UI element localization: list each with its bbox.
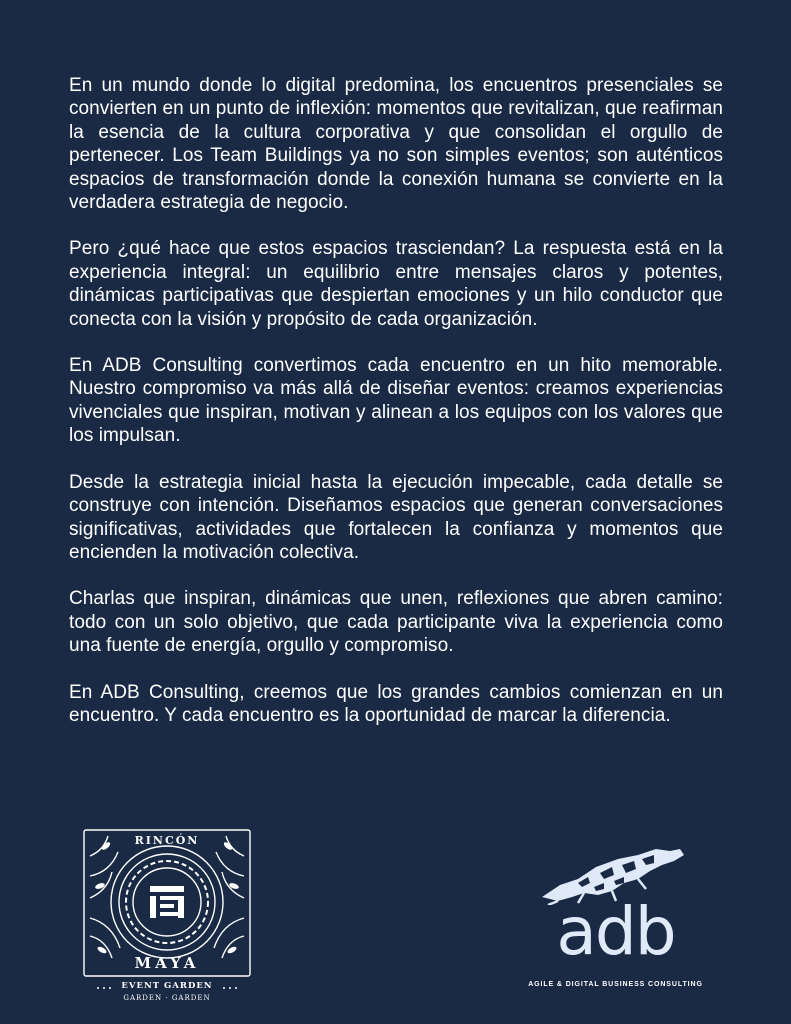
paragraph-6: En ADB Consulting, creemos que los grandes cambios comienzan en un encuentro. Y cada encuentro es la oportunidad de marcar la diferencia. xyxy=(69,681,723,726)
rincon-text: RINCÓN xyxy=(134,834,200,847)
adb-wordmark: adb xyxy=(556,893,675,970)
garden-tagline: GARDEN · GARDEN xyxy=(123,994,211,1002)
adb-tagline: AGILE & DIGITAL BUSINESS CONSULTING xyxy=(528,981,703,988)
paragraph-2: Pero ¿qué hace que estos espacios trasciendan? La respuesta está en la experiencia integral: un equilibrio entre mensajes claros y potentes, dinámicas participativas que despiertan emociones y un hilo conductor que conecta con la visión y propósito de cada organización. xyxy=(69,238,723,330)
paragraph-1: En un mundo donde lo digital predomina, los encuentros presenciales se convierten en un punto de inflexión: momentos que revitalizan, que reafirman la esencia de la cultura corporativa y que consolidan el orgullo de pertenecer. Los Team Buildings ya no son simples eventos; son auténticos espacios de transformación donde la conexión humana se convierte en la verdadera estrategia de negocio. xyxy=(69,75,723,214)
mayan-glyph-emblem-icon xyxy=(78,826,256,1006)
event-garden-text: EVENT GARDEN xyxy=(121,981,213,991)
adb-logo xyxy=(528,845,703,995)
maya-text: MAYA xyxy=(134,954,200,972)
paragraph-4: Desde la estrategia inicial hasta la ejecución impecable, cada detalle se construye con intención. Diseñamos espacios que generan conversaciones significativas, actividades que fortalecen la confianza y momentos que encienden la motivación colectiva. xyxy=(69,471,723,563)
body-text xyxy=(69,74,723,750)
rincon-maya-logo xyxy=(78,826,256,1006)
paragraph-3: En ADB Consulting convertimos cada encuentro en un hito memorable. Nuestro compromiso va más allá de diseñar eventos: creamos experiencias vivenciales que inspiran, motivan y alinean a los equipos con los valores que los impulsan. xyxy=(69,355,723,447)
paragraph-5: Charlas que inspiran, dinámicas que unen, reflexiones que abren camino: todo con un solo objetivo, que cada participante viva la experiencia como una fuente de energía, orgullo y compromiso. xyxy=(69,588,723,657)
